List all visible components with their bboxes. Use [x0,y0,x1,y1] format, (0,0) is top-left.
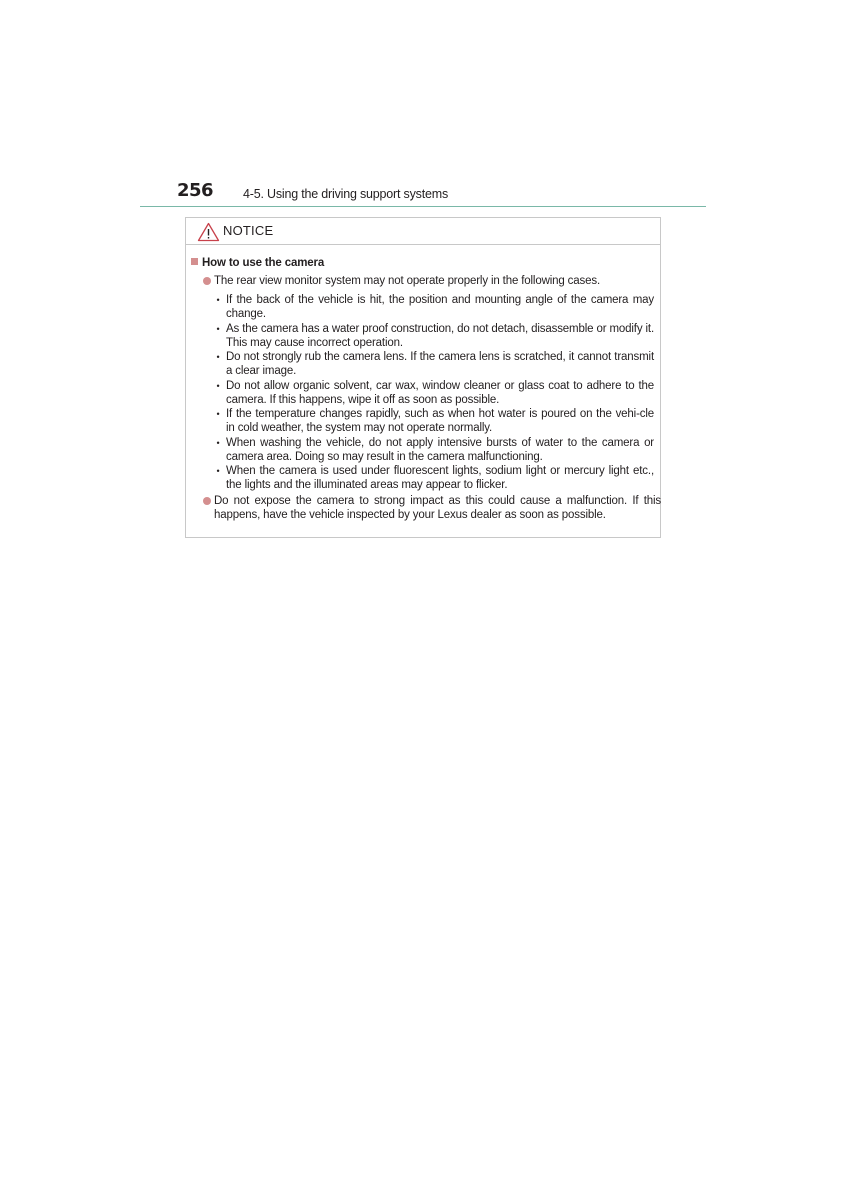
subhead-text: How to use the camera [202,257,325,269]
sub-list-item-text: Do not strongly rub the camera lens. If the camera lens is scratched, it cannot transmit a clear image. [226,351,654,378]
list-item-text: The rear view monitor system may not operate properly in the following cases. [214,275,601,287]
sub-list-item [214,379,654,407]
warning-triangle-icon [197,222,220,242]
sub-list-item-text: When washing the vehicle, do not apply intensive bursts of water to the camera or camera area. Doing so may result in the camera malfunctioning. [226,437,654,464]
sub-list-item [214,350,654,378]
dot-bullet-icon: • [216,324,220,334]
list-item [203,274,661,288]
list-item-text: Do not expose the camera to strong impact as this could cause a malfunction. If this happens, have the vehicle inspected by your Lexus dealer as soon as possible. [214,495,661,522]
sub-list-item-text: When the camera is used under fluorescent lights, sodium light or mercury light etc., the lights and the illuminated areas may appear to flicker. [226,465,654,492]
page-number: 256 [177,180,214,201]
header-rule [140,206,706,207]
subhead [191,256,324,270]
sub-list-item [214,464,654,492]
notice-box [185,217,661,538]
sub-list-item-text: Do not allow organic solvent, car wax, window cleaner or glass coat to adhere to the camera. If this happens, wipe it off as soon as possible. [226,380,654,407]
notice-label: NOTICE [223,223,274,238]
circle-bullet-icon [203,497,211,505]
sub-list-item [214,293,654,321]
dot-bullet-icon: • [216,438,220,448]
dot-bullet-icon: • [216,466,220,476]
dot-bullet-icon: • [216,352,220,362]
list-item [203,494,661,522]
sub-list-item [214,407,654,435]
dot-bullet-icon: • [216,381,220,391]
sub-list-item-text: If the back of the vehicle is hit, the position and mounting angle of the camera may change. [226,294,654,321]
sub-list-item [214,436,654,464]
dot-bullet-icon: • [216,409,220,419]
square-icon [191,258,198,265]
sub-list-item [214,322,654,350]
dot-bullet-icon: • [216,295,220,305]
notice-header [186,218,660,245]
sub-list-item-text: As the camera has a water proof construction, do not detach, disassemble or modify it. This may cause incorrect operation. [226,323,654,350]
circle-bullet-icon [203,277,211,285]
sub-list-item-text: If the temperature changes rapidly, such as when hot water is poured on the vehi-cle in cold weather, the system may not operate normally. [226,408,654,435]
section-title: 4-5. Using the driving support systems [243,187,448,201]
